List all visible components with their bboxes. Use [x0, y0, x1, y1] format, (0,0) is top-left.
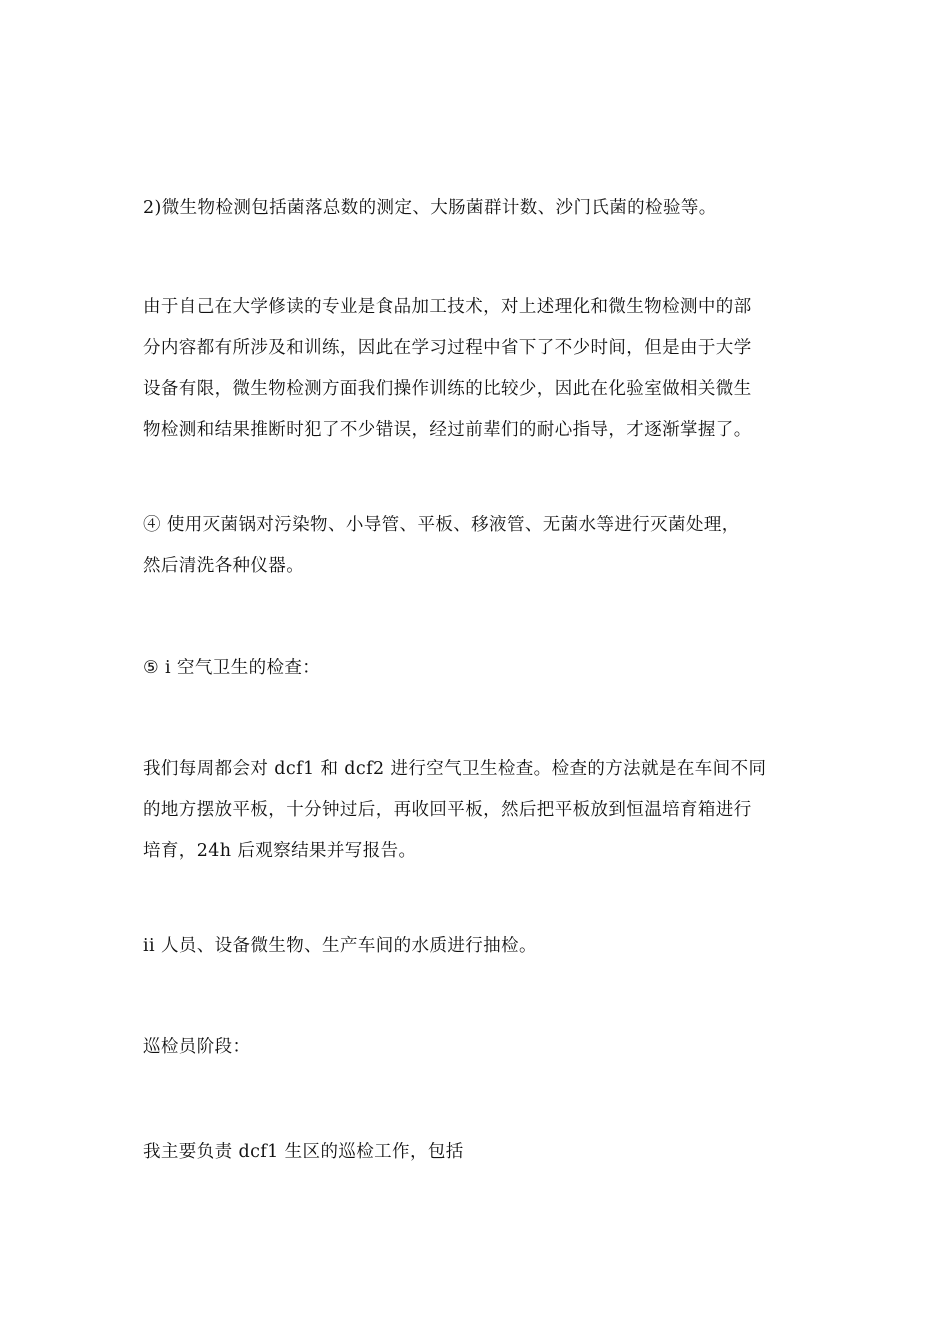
paragraph-microbial-tests [143, 188, 811, 229]
text-line: ⑤ i 空气卫生的检查： [143, 658, 321, 678]
text-line: 的地方摆放平板，十分钟过后，再收回平板，然后把平板放到恒温培育箱进行 [143, 800, 752, 820]
text-line: 培育，24h 后观察结果并写报告。 [143, 841, 417, 861]
paragraph-study-experience [143, 287, 811, 451]
text-line: ④ 使用灭菌锅对污染物、小导管、平板、移液管、无菌水等进行灭菌处理， [143, 515, 740, 535]
text-line: 我们每周都会对 dcf1 和 dcf2 进行空气卫生检查。检查的方法就是在车间不同 [143, 759, 767, 779]
text-line: 2)微生物检测包括菌落总数的测定、大肠菌群计数、沙门氏菌的检验等。 [143, 198, 717, 218]
paragraph-sampling-inspection [143, 926, 811, 967]
paragraph-inspector-stage [143, 1027, 811, 1068]
paragraph-air-hygiene-check [143, 749, 811, 872]
paragraph-air-hygiene-heading [143, 648, 811, 689]
text-line: ii 人员、设备微生物、生产车间的水质进行抽检。 [143, 936, 537, 956]
text-line: 巡检员阶段： [143, 1037, 251, 1057]
text-line: 由于自己在大学修读的专业是食品加工技术，对上述理化和微生物检测中的部 [143, 297, 752, 317]
text-line: 物检测和结果推断时犯了不少错误，经过前辈们的耐心指导，才逐渐掌握了。 [143, 420, 752, 440]
paragraph-sterilization [143, 505, 811, 587]
paragraph-inspection-duties [143, 1132, 811, 1173]
text-line: 分内容都有所涉及和训练，因此在学习过程中省下了不少时间，但是由于大学 [143, 338, 752, 358]
text-line: 我主要负责 dcf1 生区的巡检工作，包括 [143, 1142, 464, 1162]
text-line: 然后清洗各种仪器。 [143, 556, 305, 576]
text-line: 设备有限，微生物检测方面我们操作训练的比较少，因此在化验室做相关微生 [143, 379, 752, 399]
